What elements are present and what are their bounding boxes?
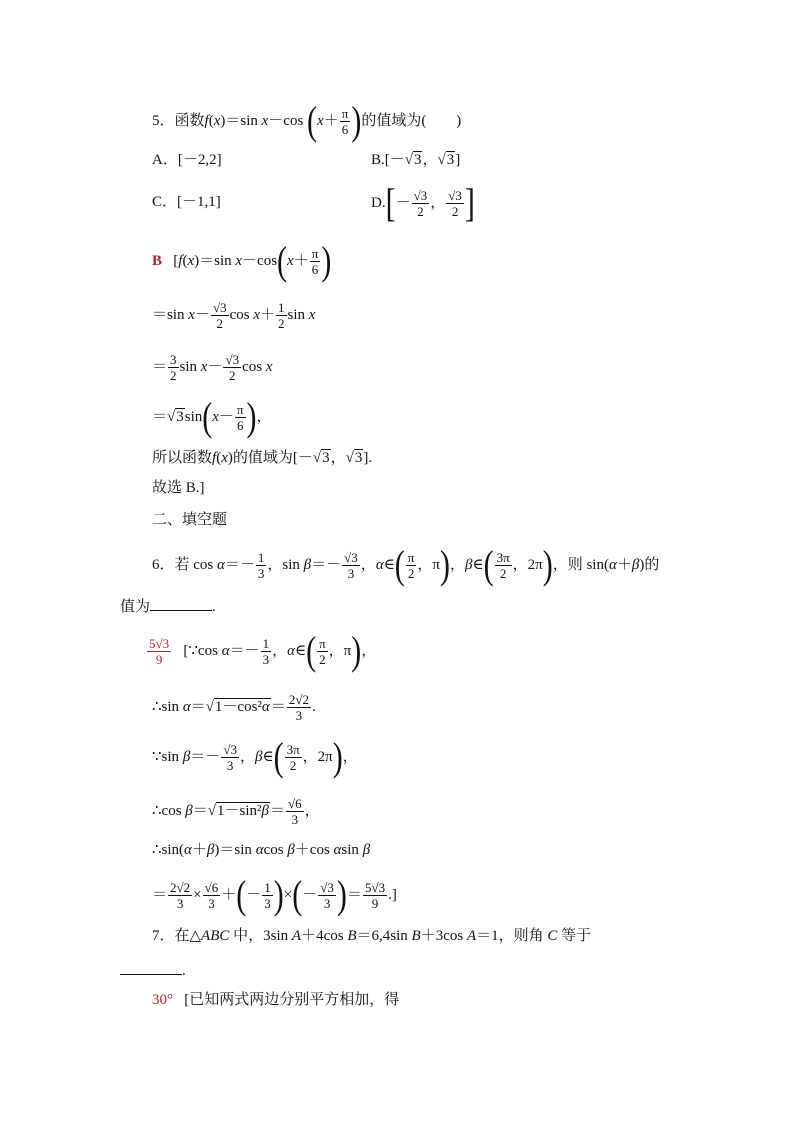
q6-solution-4: ∴cos β＝√1－sin²β＝ $\frac{√6}{3}$ ，: [152, 796, 320, 827]
q6-stem-line1: 6．若 cos α＝－ $\frac{1}{3}$ ，sin β＝－ $\frac{√3}{3}$ ，α∈( $\frac{\pi}{2}$ ，π)，β∈( $\frac{3\pi}{2}$ ，2π)，则 sin(α＋β)的: [152, 542, 660, 588]
q5-choice-d: D.[－ $\frac{√3}{2}$ ， $\frac{√3}{2}$ ]: [371, 180, 475, 226]
q6-solution-5: ∴sin(α＋β)＝sin αcos β＋cos αsin β: [152, 842, 371, 858]
q6-solution-2: ∴sin α＝√1－cos²α＝ $\frac{2√2}{3}$ .: [152, 692, 316, 723]
q5-answer: B: [152, 252, 163, 269]
q5-solution-4: ＝√3sin(x－ $\frac{\pi}{6}$ )，: [152, 394, 272, 440]
section-title-text: 二、填空题: [152, 512, 228, 528]
q6-solution-1: $\frac{5√3}{9}$ [∵cos α＝－ $\frac{1}{3}$ ，α∈( $\frac{\pi}{2}$ ，π)，: [149, 628, 377, 674]
q7-stem-line2: .: [120, 960, 186, 981]
q6-stem-line2: 值为 .: [120, 596, 216, 617]
q7-solution-text: [已知两式两边分别平方相加，得: [184, 992, 400, 1008]
q5-solution-1: B [f(x)＝sin x－cos(x＋ $\frac{\pi}{6}$ ): [152, 238, 332, 284]
q5-choice-b: B.[－√3，√3]: [371, 152, 461, 168]
section-title: [152, 510, 227, 530]
q5-solution-2: ＝sin x－ $\frac{√3}{2}$ cos x＋ $\frac{1}{2}$ sin x: [152, 300, 316, 331]
q5-stem: [152, 98, 462, 144]
q6-solution-3: ∵sin β＝－ $\frac{√3}{3}$ ，β∈( $\frac{3\pi}{2}$ ，2π)，: [152, 734, 358, 780]
q5-stem-text: 5．函数f(x)＝sin x－cos (x＋ $\frac{\pi}{6}$ )的值域为( ): [152, 98, 462, 144]
q7-solution-1: [152, 990, 399, 1010]
q7-answer-blank: [120, 960, 182, 975]
q7-stem-line1: 7．在△ABC 中，3sin A＋4cos B＝6,4sin B＋3cos A＝1，则角 C 等于: [152, 928, 592, 944]
q5-choice-c: [152, 192, 221, 212]
q6-answer: $\frac{5√3}{9}$: [149, 636, 170, 667]
q5-solution-3: ＝ $\frac{3}{2}$ sin x－ $\frac{√3}{2}$ cos x: [152, 352, 273, 383]
q5-choice-c-text: C．[－1,1]: [152, 194, 221, 210]
q7-answer: 30°: [152, 992, 173, 1008]
q5-solution-5: 所以函数f(x)的值域为[－√3，√3].: [152, 450, 373, 466]
q5-choice-a: [152, 150, 222, 170]
q6-answer-blank: [150, 596, 212, 611]
q5-solution-end: 故选 B.]: [152, 480, 205, 496]
q5-choice-a-text: A．[－2,2]: [152, 152, 222, 168]
q6-solution-6: ＝ $\frac{2√2}{3}$ × $\frac{√6}{3}$ ＋(－ $\frac{1}{3}$ )×(－ $\frac{√3}{3}$ )＝ $\frac{5√3}{9}$ .]: [152, 872, 397, 918]
q5-solution-6: [152, 478, 205, 498]
